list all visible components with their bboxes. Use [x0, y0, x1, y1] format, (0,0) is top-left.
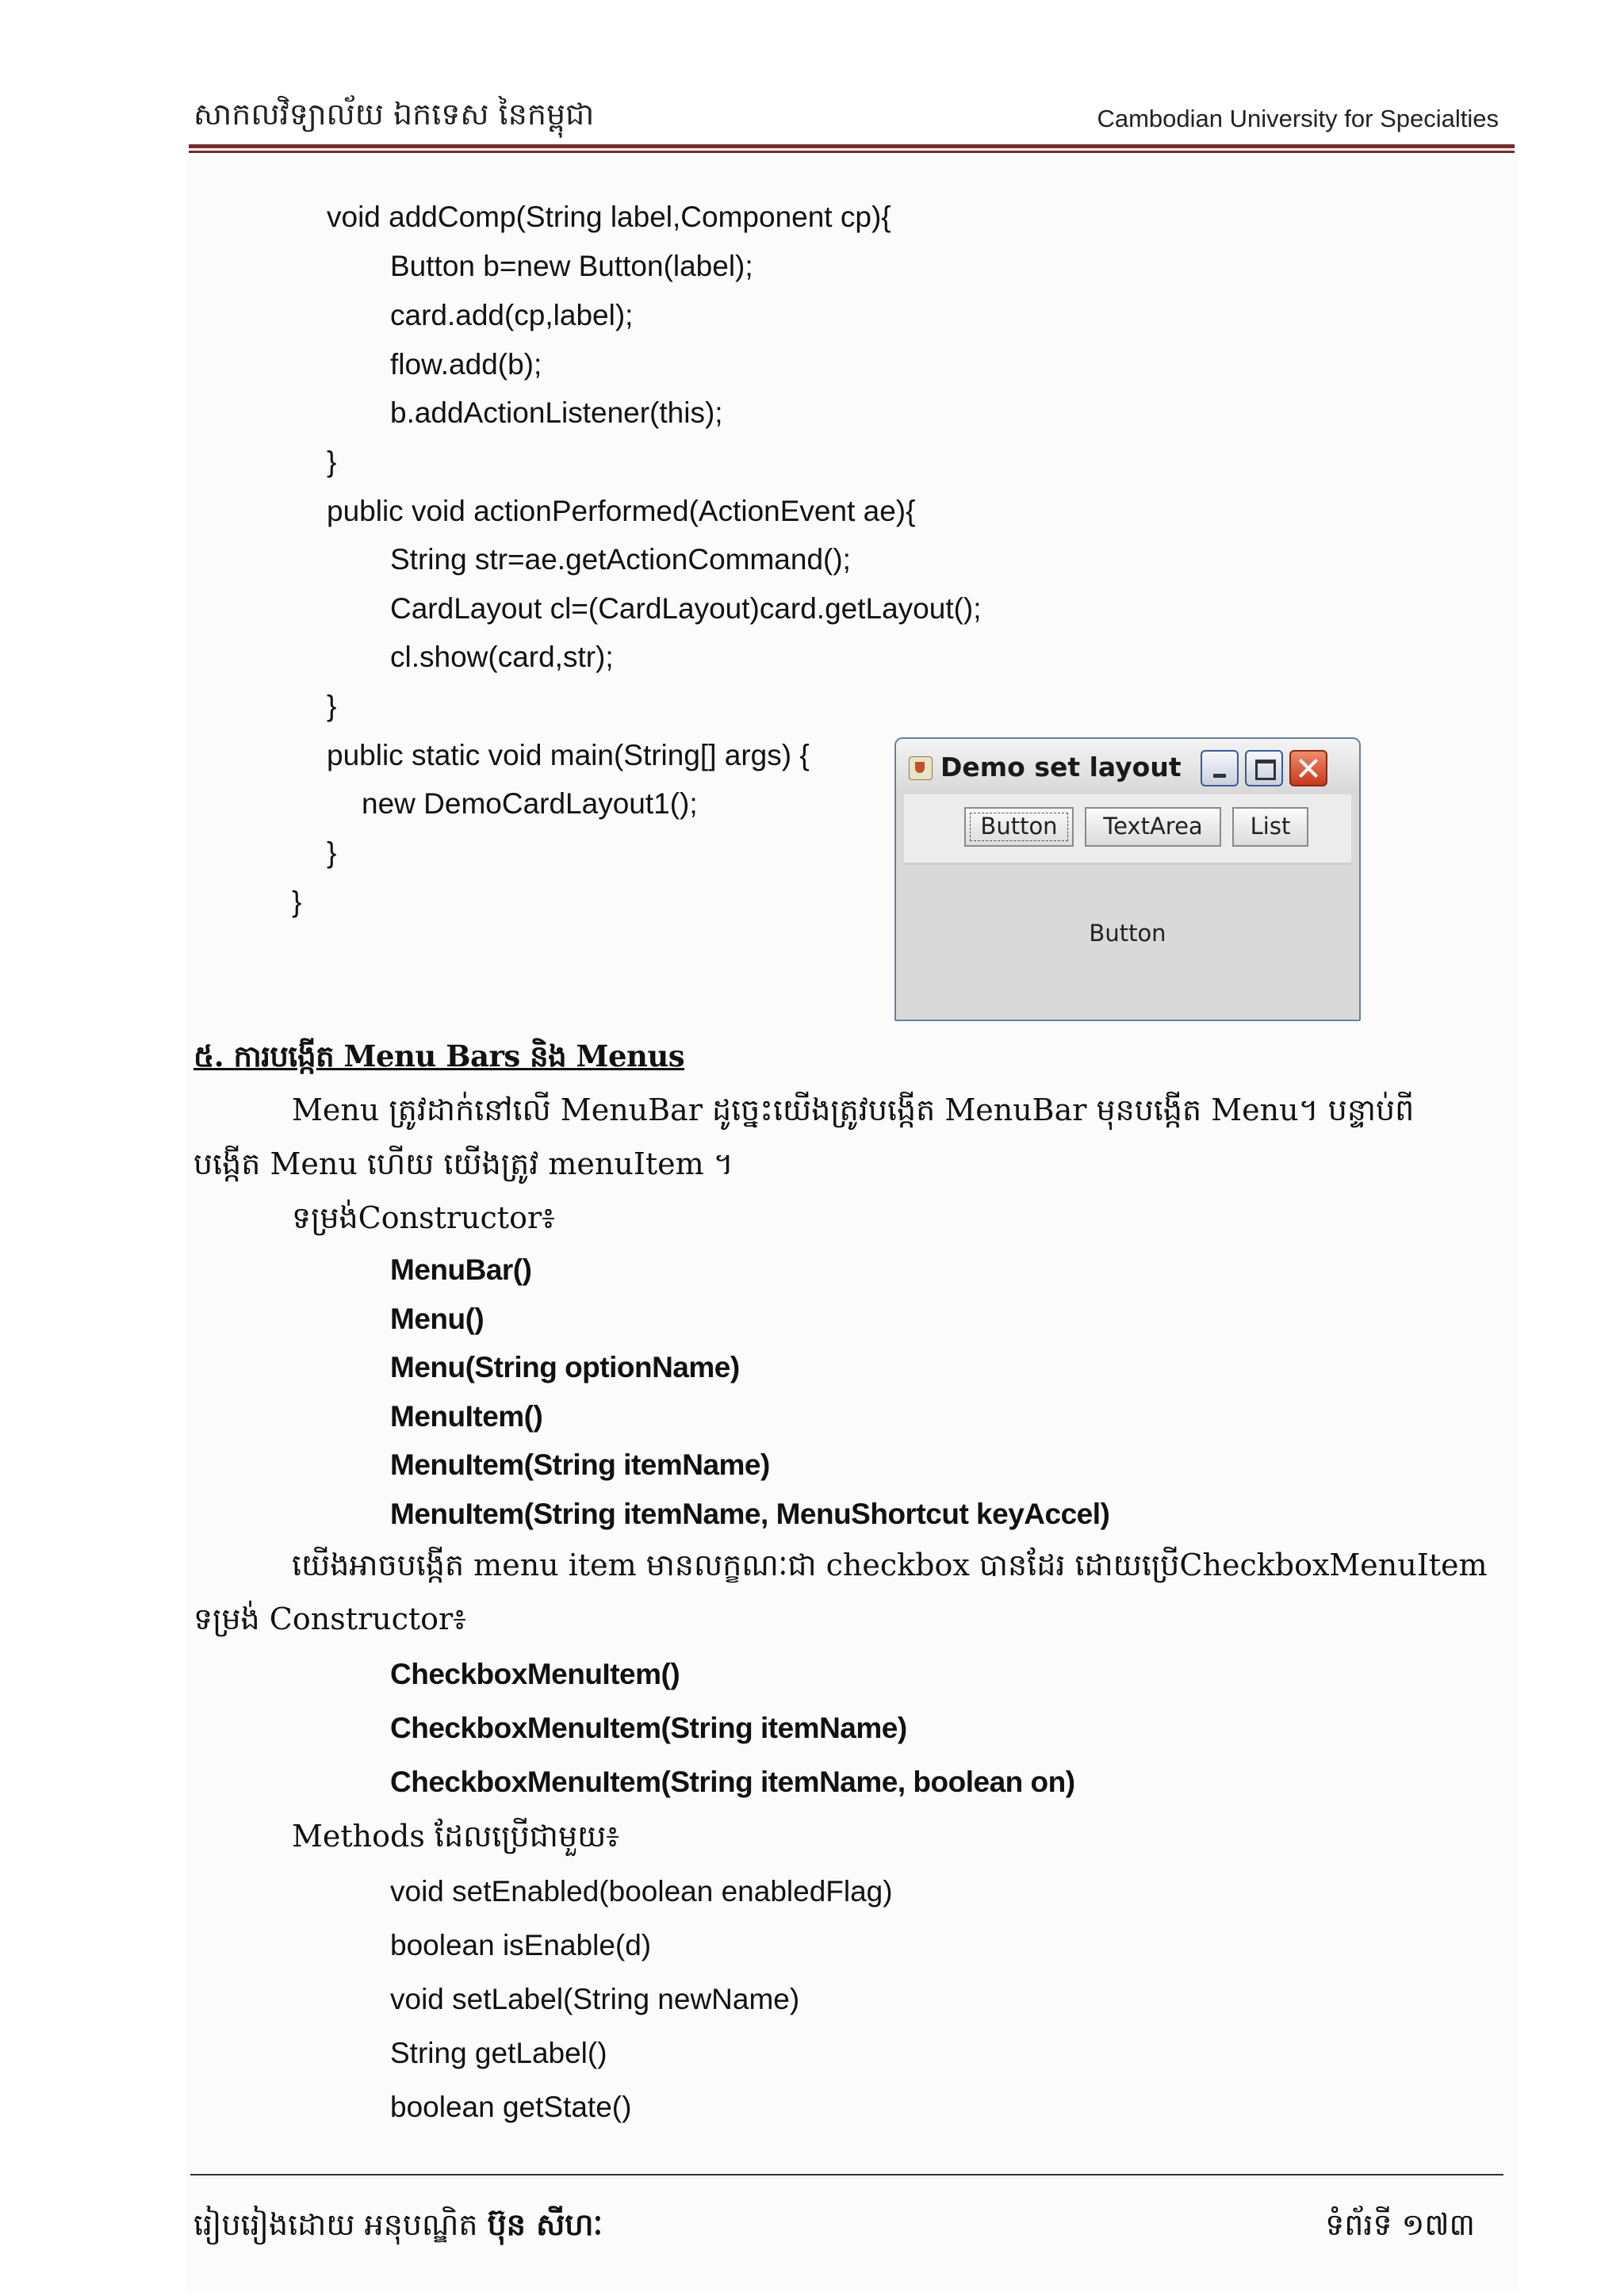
window-titlebar — [896, 739, 1359, 793]
constructor-item: Menu() — [390, 1303, 485, 1335]
code-line: } — [292, 886, 302, 918]
section-heading: ៥. ការបង្កើត Menu Bars និង Menus — [193, 1039, 685, 1073]
minimize-icon[interactable] — [1201, 750, 1239, 786]
code-line: card.add(cp,label); — [390, 299, 634, 331]
checkbox-constructor-item: CheckboxMenuItem(String itemName) — [390, 1712, 907, 1744]
code-line: CardLayout cl=(CardLayout)card.getLayout(); — [390, 592, 982, 625]
close-icon[interactable] — [1289, 750, 1327, 786]
constructor-item: MenuBar() — [390, 1253, 532, 1286]
code-line: } — [327, 446, 337, 478]
method-item: boolean isEnable(d) — [390, 1929, 652, 1961]
code-line: } — [327, 690, 337, 722]
code-line: public void actionPerformed(ActionEvent ae){ — [327, 495, 916, 527]
demo-window — [894, 737, 1361, 1021]
code-line: } — [327, 836, 337, 869]
header-university-english: Cambodian University for Specialties — [1097, 105, 1499, 132]
method-item: String getLabel() — [390, 2037, 607, 2069]
footer-author — [193, 2206, 603, 2250]
method-item: boolean getState() — [390, 2091, 632, 2123]
footer-rule — [190, 2174, 1503, 2175]
header-rule — [189, 144, 1515, 148]
code-line: Button b=new Button(label); — [390, 250, 753, 282]
header-rule-thin — [189, 151, 1515, 153]
page-number: ទំព័រទី ១៧៣ — [1325, 2207, 1475, 2242]
java-cup-icon — [909, 756, 933, 780]
methods-label: Methods ដែលប្រើជាមួយ៖ — [292, 1819, 619, 1854]
intro-paragraph-line: បង្កើត Menu ហើយ យើងត្រូវ menuItem ។ — [193, 1146, 733, 1181]
header-university-khmer: សាកលវិទ្យាល័យ ឯកទេស នៃកម្ពុជា — [193, 97, 595, 132]
constructor-item: MenuItem() — [390, 1400, 543, 1433]
checkbox-constructor-item: CheckboxMenuItem(String itemName, boolean on) — [390, 1766, 1075, 1798]
code-line: String str=ae.getActionCommand(); — [390, 543, 851, 576]
code-line: void addComp(String label,Component cp){ — [327, 201, 891, 233]
constructor-label: ទម្រង់Constructor៖ — [292, 1200, 555, 1235]
code-line: b.addActionListener(this); — [390, 396, 723, 429]
maximize-icon[interactable] — [1245, 750, 1283, 786]
footer-author-name: ប៊ុន សីហៈ — [487, 2206, 603, 2242]
code-line: public static void main(String[] args) { — [327, 739, 810, 771]
textarea-button[interactable]: TextArea — [1085, 807, 1221, 847]
checkbox-paragraph-line: ទម្រង់ Constructor៖ — [193, 1601, 466, 1636]
card-panel-label: Button — [1089, 920, 1166, 947]
constructor-item: Menu(String optionName) — [390, 1351, 740, 1383]
checkbox-paragraph-line: យើងអាចបង្កើត menu item មានលក្ខណៈជា checkbox បានដែរ ដោយប្រើCheckboxMenuItem — [292, 1548, 1488, 1582]
footer-author-prefix: រៀបរៀងដោយ អនុបណ្ឌិត — [193, 2207, 478, 2242]
checkbox-constructor-item: CheckboxMenuItem() — [390, 1658, 680, 1690]
method-item: void setEnabled(boolean enabledFlag) — [390, 1875, 893, 1908]
window-title: Demo set layout — [940, 752, 1182, 783]
button-button[interactable]: Button — [964, 807, 1074, 847]
code-line: new DemoCardLayout1(); — [362, 787, 698, 820]
window-content — [904, 794, 1351, 1012]
code-line: cl.show(card,str); — [390, 641, 614, 673]
button-panel — [904, 794, 1351, 865]
constructor-item: MenuItem(String itemName, MenuShortcut keyAccel) — [390, 1498, 1110, 1530]
list-button[interactable]: List — [1232, 807, 1308, 847]
intro-paragraph-line: Menu ត្រូវដាក់នៅលើ MenuBar ដូច្នេះយើងត្រូវបង្កើត MenuBar មុនបង្កើត Menu។ បន្ទាប់ពី — [292, 1093, 1415, 1127]
constructor-item: MenuItem(String itemName) — [390, 1448, 770, 1481]
code-line: flow.add(b); — [390, 348, 542, 381]
method-item: void setLabel(String newName) — [390, 1983, 800, 2015]
